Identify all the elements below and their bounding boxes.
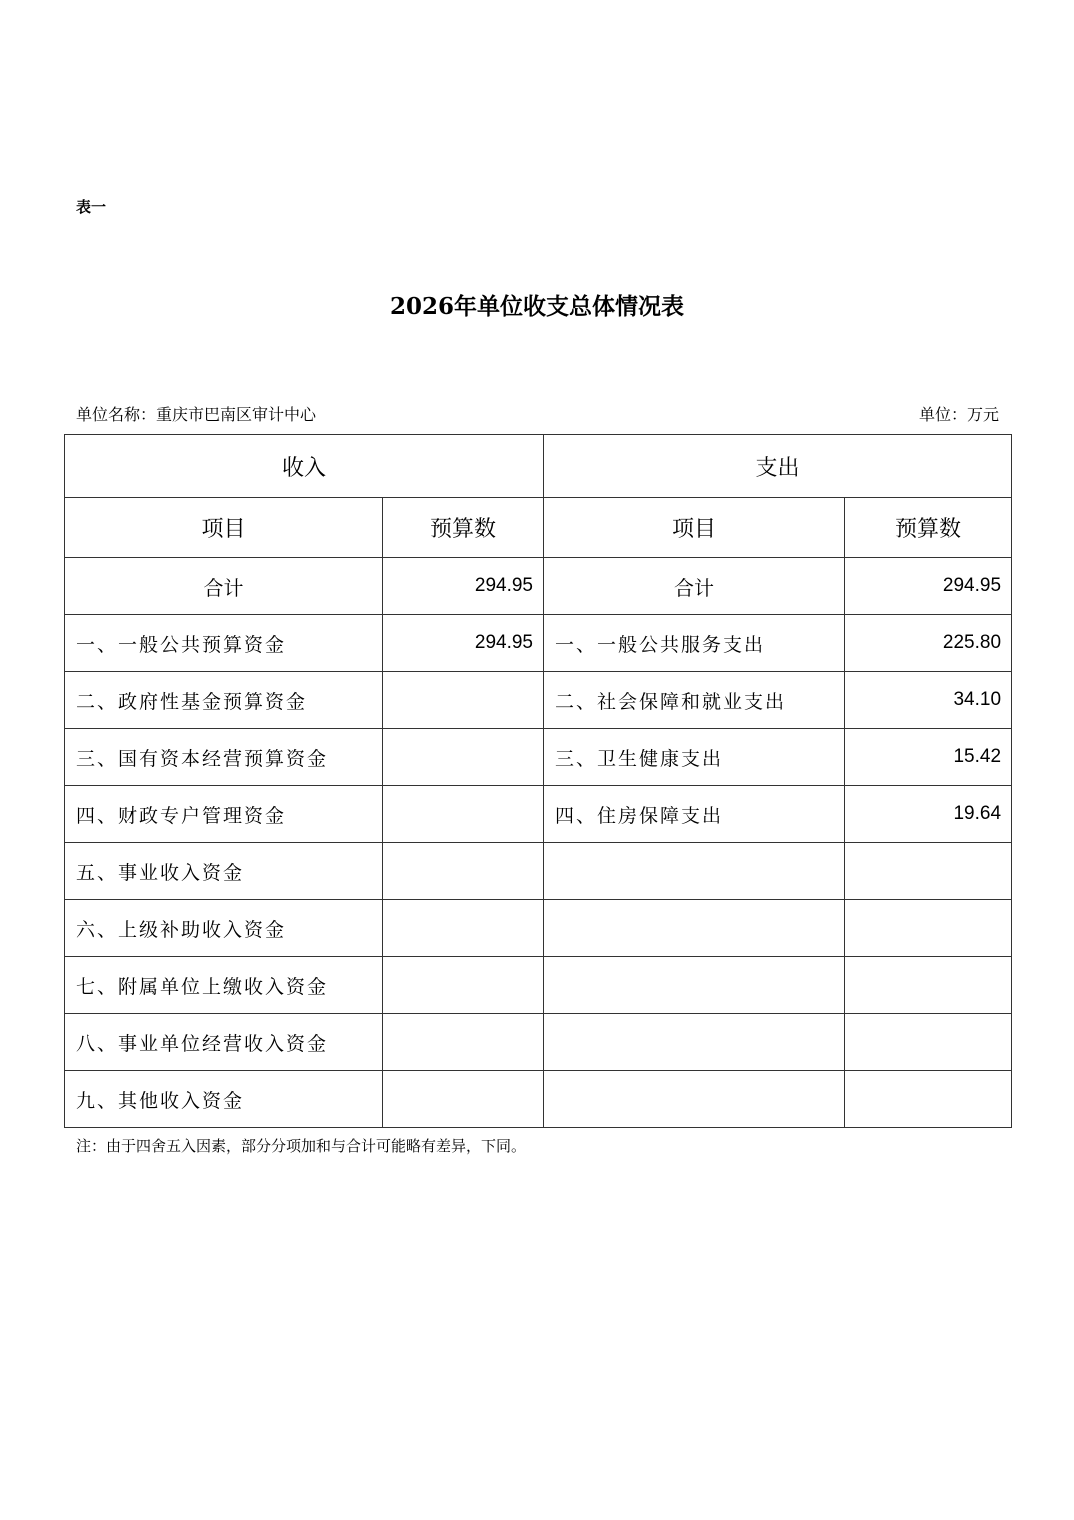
- expense-total-value: 294.95: [845, 558, 1012, 615]
- expense-item: [544, 1014, 845, 1071]
- income-total-value: 294.95: [383, 558, 544, 615]
- expense-item: 二、社会保障和就业支出: [544, 672, 845, 729]
- expense-item: [544, 900, 845, 957]
- income-item: 三、国有资本经营预算资金: [65, 729, 383, 786]
- income-value: [383, 729, 544, 786]
- table-row: [65, 843, 1012, 900]
- footnote: 注：由于四舍五入因素，部分分项加和与合计可能略有差异，下同。: [76, 1137, 527, 1155]
- expense-budget-column-header: 预算数: [845, 498, 1012, 558]
- table-row: [65, 615, 1012, 672]
- table-row: [65, 729, 1012, 786]
- income-item: 五、事业收入资金: [65, 843, 383, 900]
- expense-value: [845, 900, 1012, 957]
- income-item-column-header: 项目: [65, 498, 383, 558]
- expense-value: 15.42: [845, 729, 1012, 786]
- expense-item: 三、卫生健康支出: [544, 729, 845, 786]
- expense-value: 19.64: [845, 786, 1012, 843]
- income-value: [383, 900, 544, 957]
- expense-header: 支出: [544, 435, 1012, 498]
- expense-value: [845, 1071, 1012, 1128]
- income-header: 收入: [65, 435, 544, 498]
- expense-value: [845, 843, 1012, 900]
- income-value: [383, 957, 544, 1014]
- income-value: 294.95: [383, 615, 544, 672]
- income-item: 二、政府性基金预算资金: [65, 672, 383, 729]
- expense-total-label: 合计: [544, 558, 845, 615]
- table-row: [65, 900, 1012, 957]
- expense-value: 225.80: [845, 615, 1012, 672]
- page-title: 2026年单位收支总体情况表: [389, 293, 684, 320]
- income-value: [383, 1014, 544, 1071]
- income-item: 七、附属单位上缴收入资金: [65, 957, 383, 1014]
- income-value: [383, 672, 544, 729]
- table-row: [65, 672, 1012, 729]
- income-item: 一、一般公共预算资金: [65, 615, 383, 672]
- table-row: [65, 1071, 1012, 1128]
- expense-value: [845, 957, 1012, 1014]
- unit-label: 单位：万元: [918, 405, 999, 424]
- unit-name: 单位名称：重庆市巴南区审计中心: [76, 405, 317, 424]
- income-item: 四、财政专户管理资金: [65, 786, 383, 843]
- expense-item-column-header: 项目: [544, 498, 845, 558]
- income-budget-column-header: 预算数: [383, 498, 544, 558]
- expense-value: 34.10: [845, 672, 1012, 729]
- expense-item: [544, 957, 845, 1014]
- income-value: [383, 843, 544, 900]
- total-row: [65, 558, 1012, 615]
- expense-value: [845, 1014, 1012, 1071]
- income-total-label: 合计: [65, 558, 383, 615]
- column-header-row: [65, 498, 1012, 558]
- expense-item: [544, 843, 845, 900]
- table-row: [65, 786, 1012, 843]
- income-value: [383, 1071, 544, 1128]
- income-item: 九、其他收入资金: [65, 1071, 383, 1128]
- expense-item: [544, 1071, 845, 1128]
- table-row: [65, 957, 1012, 1014]
- table-row: [65, 1014, 1012, 1071]
- income-item: 六、上级补助收入资金: [65, 900, 383, 957]
- income-item: 八、事业单位经营收入资金: [65, 1014, 383, 1071]
- expense-item: 一、一般公共服务支出: [544, 615, 845, 672]
- income-value: [383, 786, 544, 843]
- expense-item: 四、住房保障支出: [544, 786, 845, 843]
- section-header-row: [65, 435, 1012, 498]
- budget-table: [64, 434, 1012, 1128]
- table-label: 表一: [76, 198, 107, 216]
